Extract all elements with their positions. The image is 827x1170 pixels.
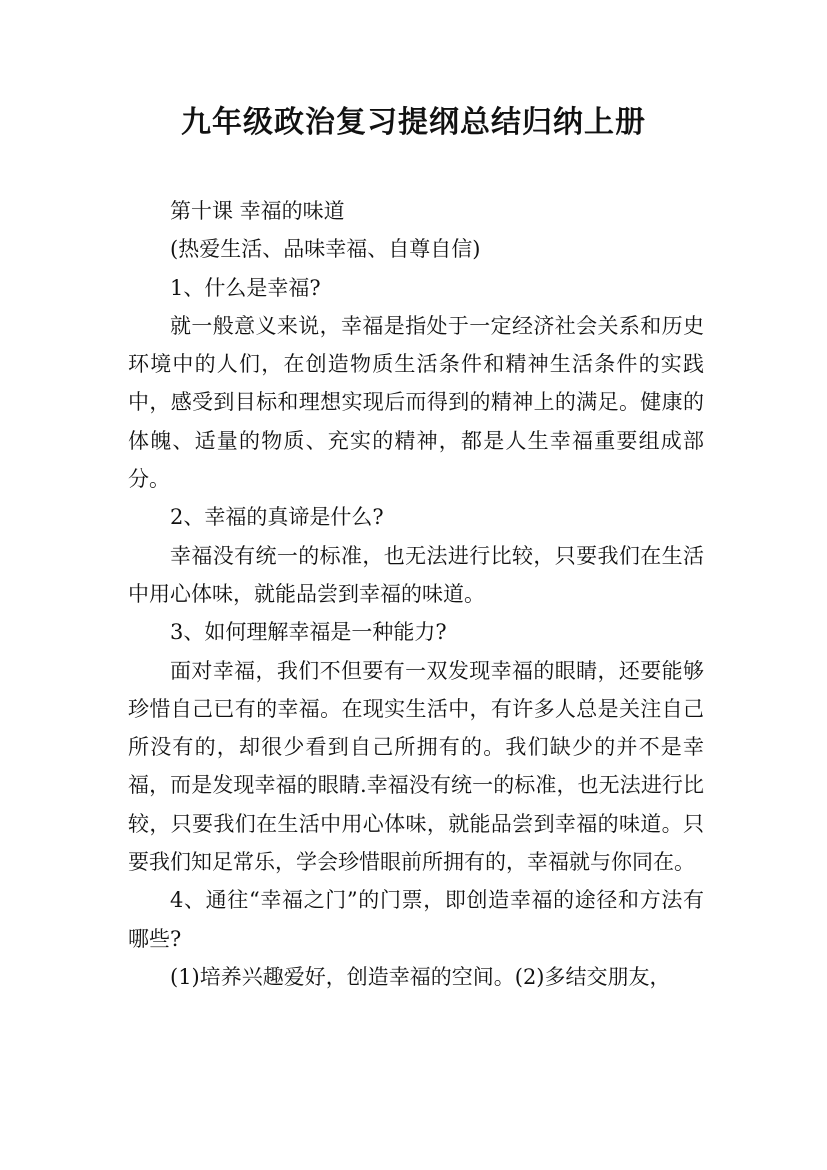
lesson-subheading: (热爱生活、品味幸福、自尊自信) [170,237,481,262]
document-body [128,192,704,996]
question-2: 2、幸福的真谛是什么? [170,505,384,530]
question-1: 1、什么是幸福? [170,275,321,300]
answer-1: 就一般意义来说，幸福是指处于一定经济社会关系和历史环境中的人们，在创造物质生活条件和精神生活条件的实践中，感受到目标和理想实现后而得到的精神上的满足。健康的体魄、适量的物质、充实的精神，都是人生幸福重要组成部分。 [128,313,704,492]
document-title: 九年级政治复习提纲总结归纳上册 [181,105,646,140]
question-3: 3、如何理解幸福是一种能力? [170,620,447,645]
answer-4: (1)培养兴趣爱好，创造幸福的空间。(2)多结交朋友， [170,964,671,989]
answer-2: 幸福没有统一的标准，也无法进行比较，只要我们在生活中用心体味，就能品尝到幸福的味道。 [128,543,704,606]
question-4: 4、通往“幸福之门”的门票，即创造幸福的途径和方法有哪些? [128,888,704,951]
lesson-heading: 第十课 幸福的味道 [170,199,345,223]
answer-3: 面对幸福，我们不但要有一双发现幸福的眼睛，还要能够珍惜自己已有的幸福。在现实生活中，有许多人总是关注自己所没有的，却很少看到自己所拥有的。我们缺少的并不是幸福，而是发现幸福的眼睛.幸福没有统一的标准，也无法进行比较，只要我们在生活中用心体味，就能品尝到幸福的味道。只要我们知足常乐，学会珍惜眼前所拥有的，幸福就与你同在。 [128,658,704,875]
